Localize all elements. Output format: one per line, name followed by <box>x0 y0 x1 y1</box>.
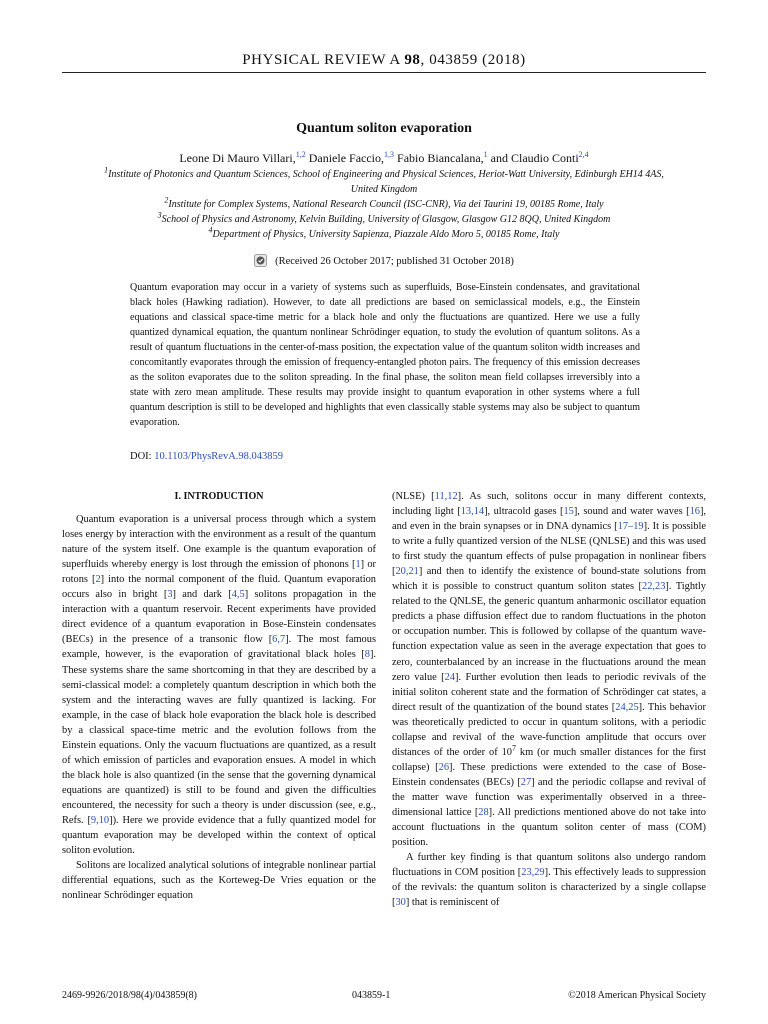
citation-link[interactable]: 28 <box>478 806 489 818</box>
footer-copyright: ©2018 American Physical Society <box>568 990 706 1001</box>
abstract: Quantum evaporation may occur in a variety of systems such as superfluids, Bose-Einstein condensates, and gravitational black holes (Hawking radiation). However, to date all predictions are based on semiclassical models, e.g., the Einstein equations and classical space-time metric for a black hole and only the fluctuations are quantized. Here we use a fully quantized dynamical equation, the quantum nonlinear Schrödinger equation, to study the evolution of quantum solitons. As a result of quantum fluctuations in the center-of-mass position, the expectation value of the quantum soliton width increases and concomitantly evaporates through the emission of frequency-entangled photon pairs. The frequency of this emission decreases as the soliton evaporates due to the soliton spreading. In the final phase, the soliton mean field collapses irreversibly into a state with zero mean amplitude. These results may provide insight to quantum evaporation in other systems where a full quantum description is still to be developed and highlights that even classically stable systems may also be subject to quantum evaporation. <box>130 282 640 429</box>
citation-link[interactable]: 26 <box>438 761 450 773</box>
author-list <box>62 151 706 166</box>
paper-title: Quantum soliton evaporation <box>296 121 472 136</box>
received-line <box>62 254 706 267</box>
superscript: 7 <box>511 743 516 753</box>
affiliation: $^1$Institute of Photonics and Quantum Sciences, School of Engineering and Physical Sciences, Heriot-Watt University, Edinburgh EH14 4AS, United Kingdom <box>104 165 664 195</box>
affiliations <box>100 167 668 242</box>
author: and Claudio Conti$^{2,4}$ <box>490 150 589 165</box>
citation-link[interactable]: 1 <box>355 559 361 571</box>
right-column <box>392 489 706 910</box>
citation-link[interactable]: 22,23 <box>642 581 666 593</box>
paragraph: A further key finding is that quantum solitons also undergo random fluctuations in COM position [23,29]. This effectively leads to suppression of the revivals: the quantum soliton is characterized by a single collapse [30] that is reminiscent of <box>392 852 706 909</box>
header-rule <box>62 72 706 73</box>
citation-link[interactable]: 24 <box>444 671 456 683</box>
citation-link[interactable]: 13,14 <box>460 506 485 518</box>
citation-link[interactable]: 2 <box>95 574 101 586</box>
citation-link[interactable]: 6,7 <box>272 634 286 646</box>
footer-page-number: 043859-1 <box>352 990 391 1001</box>
author: Fabio Biancalana,$^1$ <box>397 150 488 165</box>
citation-link[interactable]: 16 <box>689 506 700 518</box>
citation-link[interactable]: 17–19 <box>617 521 644 533</box>
received-dates: (Received 26 October 2017; published 31 October 2018) <box>275 256 514 267</box>
citation-link[interactable]: 9,10 <box>90 814 110 826</box>
affiliation: $^2$Institute for Complex Systems, National Research Council (ISC-CNR), Via dei Taurini 19, 00185 Rome, Italy <box>164 195 604 210</box>
affiliation: $^3$School of Physics and Astronomy, Kelvin Building, University of Glasgow, Glasgow G12 8QQ, United Kingdom <box>157 210 611 225</box>
section-heading: I. INTRODUCTION <box>174 491 264 502</box>
citation-link[interactable]: 8 <box>364 649 370 661</box>
check-for-updates-icon[interactable] <box>254 254 267 267</box>
journal-name: PHYSICAL REVIEW A <box>242 52 400 68</box>
citation-link[interactable]: 4,5 <box>231 589 245 601</box>
citation-link[interactable]: 30 <box>395 897 406 909</box>
article-info: , 043859 (2018) <box>420 52 526 68</box>
doi-link[interactable]: 10.1103/PhysRevA.98.043859 <box>154 451 284 462</box>
journal-header <box>62 52 706 69</box>
citation-link[interactable]: 23,29 <box>521 867 545 879</box>
citation-link[interactable]: 24,25 <box>615 701 639 713</box>
citation-link[interactable]: 11,12 <box>434 491 458 502</box>
citation-link[interactable]: 27 <box>520 776 532 788</box>
doi-label: DOI: <box>130 451 152 462</box>
citation-link[interactable]: 15 <box>563 506 574 518</box>
paragraph: (NLSE) [11,12]. As such, solitons occur in many different contexts, including light [13,14], ultracold gases [15], sound and water waves [16], and even in the brain synapses or in DNA dynamics [17–19]. It is possible to write a fully quantized version of the NLSE (QNLSE) and this was used to first study the quantum effects of pulse propagation in nonlinear fibers [20,21] and then to identify the existence of bound-state solutions from which it is possible to construct quantum soliton states [22,23]. Tightly related to the QNLSE, the generic quantum anharmonic oscillator equation predicts a phase diffusion effect due to random fluctuations in the photon or occupation number. This is followed by collapse of the quantum wave-function expectation value as seen in the average expectation that goes to zero, counterbalanced by an increase in the fluctuations around the mean zero value [24]. Further evolution then leads to periodic revivals of the initial soliton coherent state and the formation of Schrödinger cat states, a direct result of the quantization of the bound states [24,25]. This behavior was theoretically predicted to occur in quantum solitons, with a periodic collapse and revival of the wave-function amplitude that occurs over distances of the order of $10^7$ km (or much smaller distances for the first collapse) [26]. These predictions were extended to the case of Bose-Einstein condensates (BECs) [27] and the periodic collapse and revival of the matter wave function was experimentally observed in a three-dimensional lattice [28]. All predictions mentioned above do not take into account fluctuations in the quantum soliton center of mass (COM) position. <box>392 491 707 849</box>
left-column <box>62 489 376 903</box>
paragraph: Quantum evaporation is a universal process through which a system loses energy by interaction with the environment as a result of the quantum nature of the system itself. One example is the quantum evaporation of superfluids whereby energy is lost through the emission of phonons [1] or rotons [2] into the normal component of the fluid. Quantum evaporation occurs also in bright [3] and dark [4,5] solitons propagation in the interaction with a quantum reservoir. Recent experiments have provided direct evidence of a quantum evaporation in Bose-Einstein condensates (BECs) in the presence of a transonic flow [6,7]. The most famous example, however, is the evaporation of gravitational black holes [8]. These systems share the same shortcoming in that they are described by a semi-classical model: a completely quantum description in which both the system and the interacting waves are fully quantized is lacking. For example, in the case of black hole evaporation the black hole is described by a classical space-time metric and the evolution follows from the Einstein equations. Only the vacuum fluctuations are quantized, as a result of which emission of particles and evaporation ensues. A model in which the black hole is also quantized (in the sense that the governing dynamical equations are quantized) is still to be found and given the difficulties encountered, the necessity for such a theory is under discussion (see, e.g., Refs. [9,10]). Here we provide evidence that a fully quantized model for quantum evaporation may be developed within the context of optical soliton evolution. <box>62 514 377 857</box>
journal-volume: 98 <box>404 52 421 68</box>
affiliation: $^4$Department of Physics, University Sapienza, Piazzale Aldo Moro 5, 00185 Rome, Italy <box>208 225 560 240</box>
citation-link[interactable]: 3 <box>167 589 173 601</box>
footer-issn: 2469-9926/2018/98(4)/043859(8) <box>62 990 197 1001</box>
author: Daniele Faccio,$^{1,3}$ <box>308 150 395 165</box>
author: Leone Di Mauro Villari,$^{1,2}$ <box>179 150 306 165</box>
doi-line <box>130 451 640 462</box>
paragraph: Solitons are localized analytical solutions of integrable nonlinear partial differential equations, such as the Korteweg-De Vries equation or the nonlinear Schrödinger equation <box>62 860 376 902</box>
citation-link[interactable]: 20,21 <box>395 566 419 578</box>
